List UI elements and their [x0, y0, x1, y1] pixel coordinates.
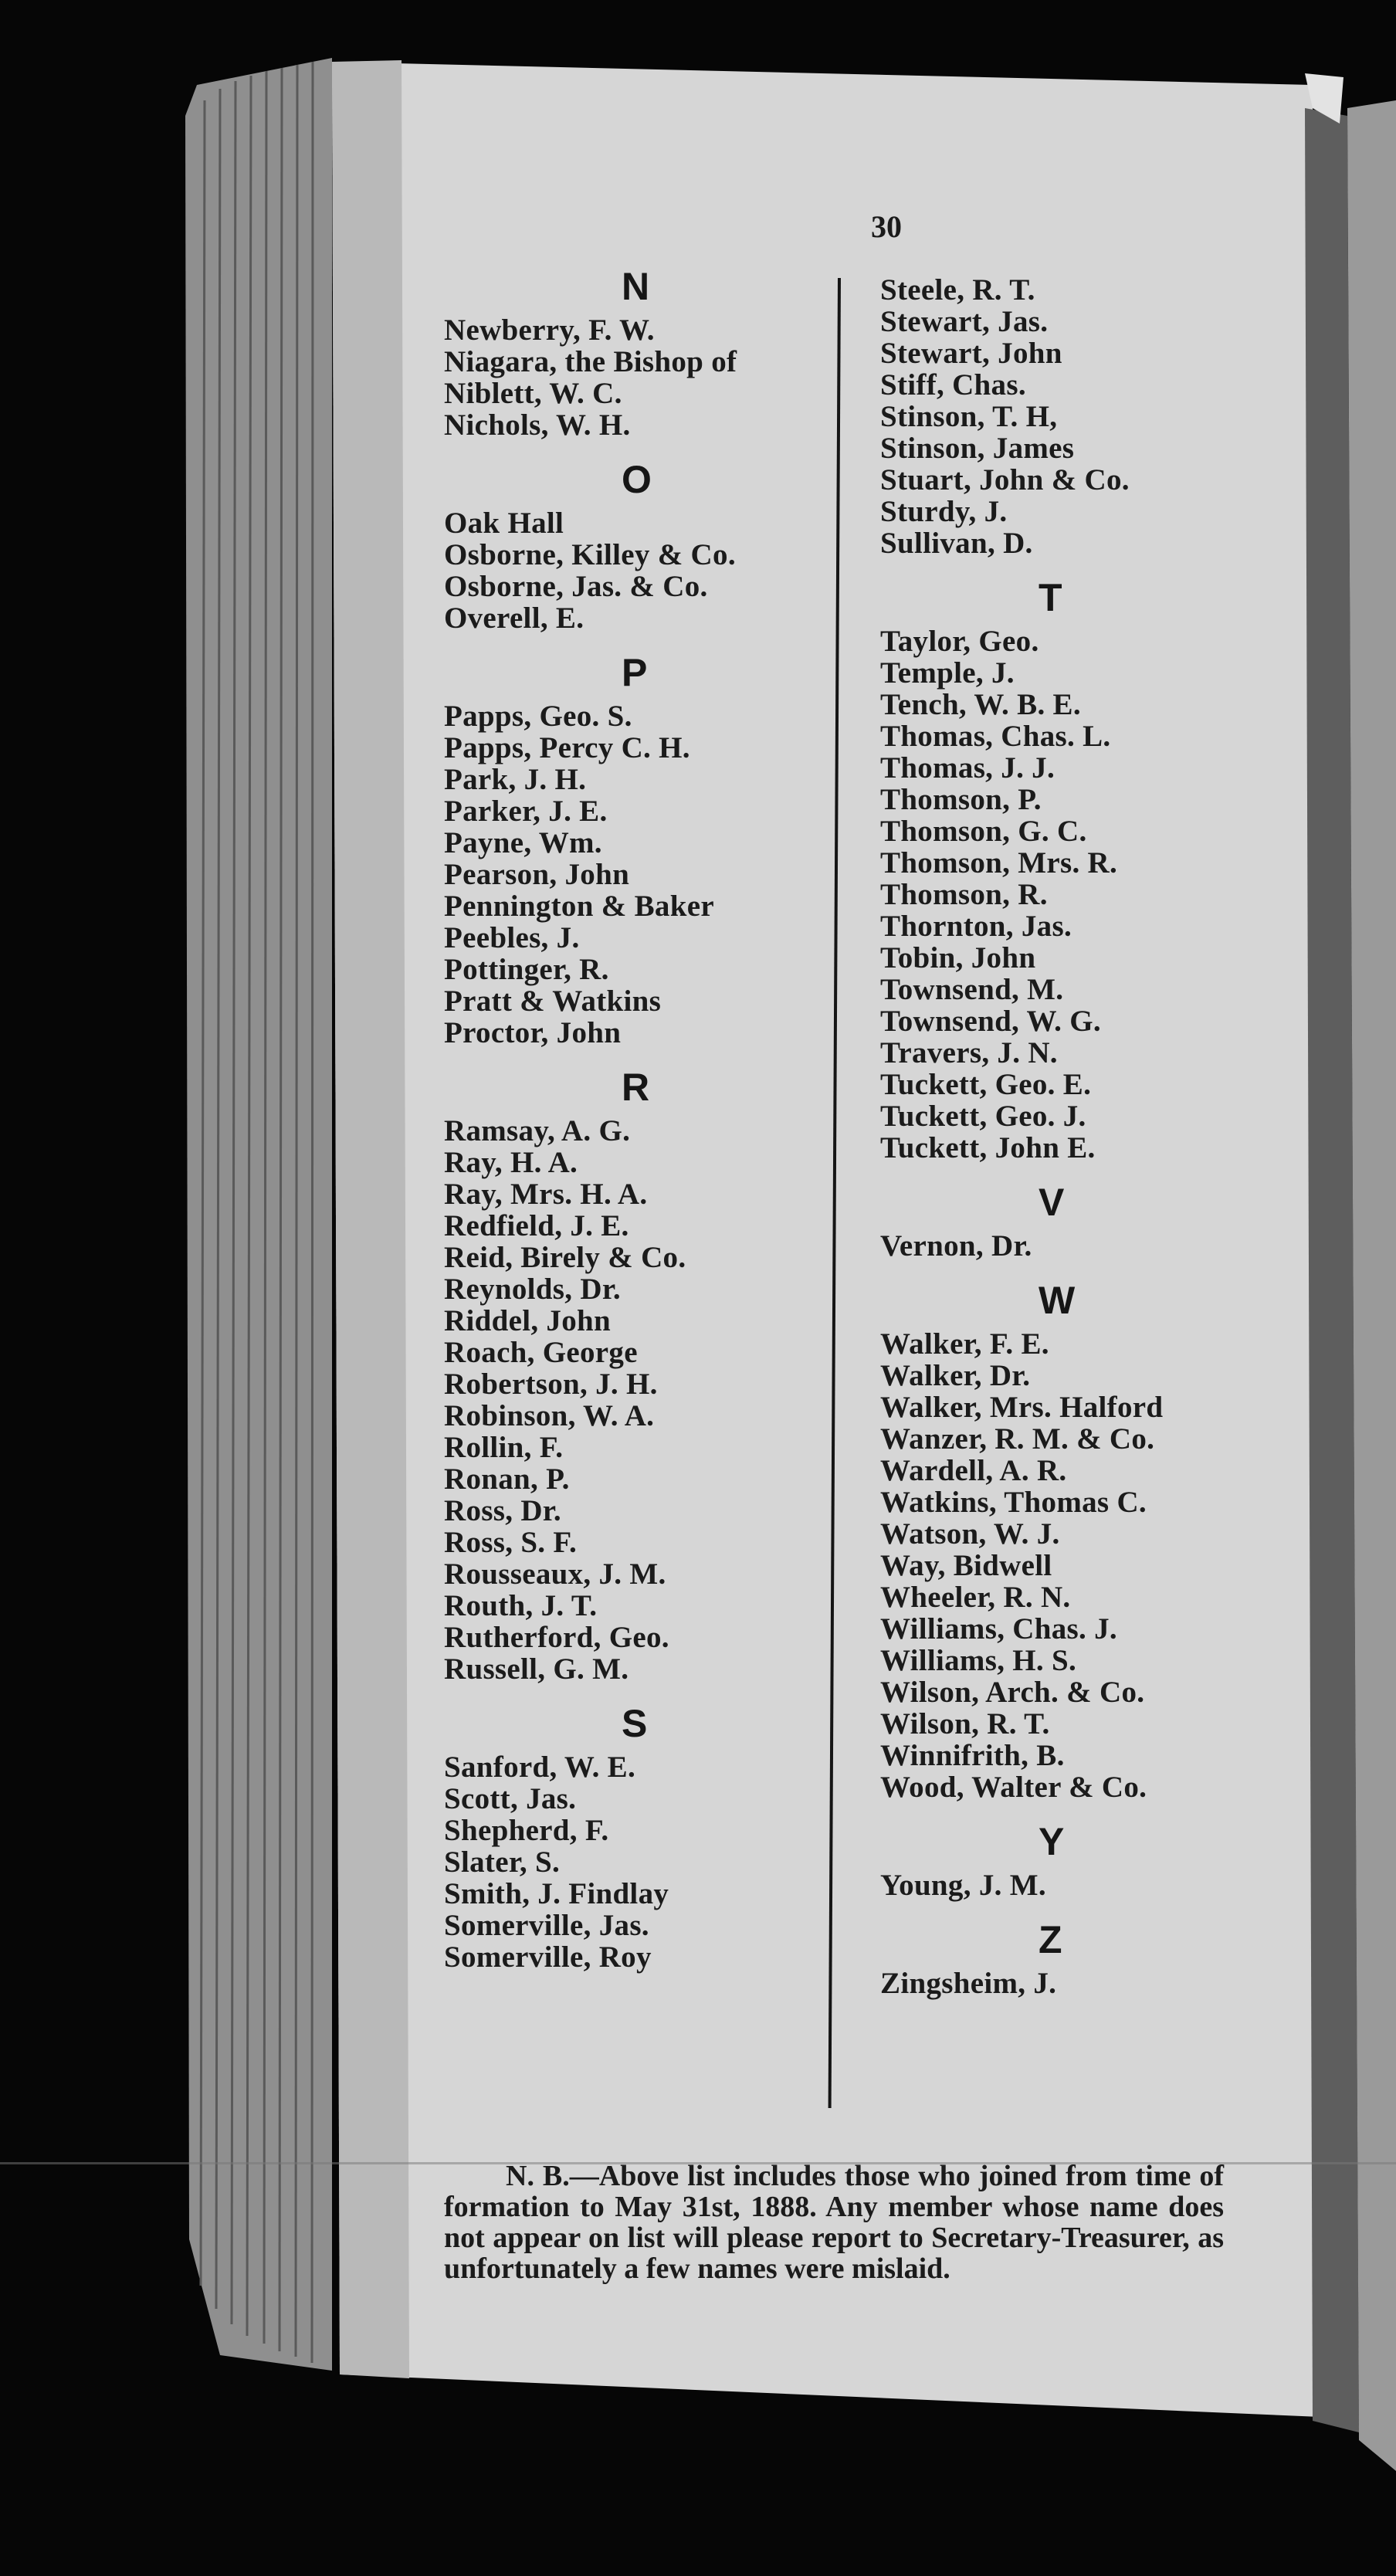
member-name: Way, Bidwell — [880, 1549, 1052, 1582]
member-list — [880, 1968, 1266, 1999]
section-letter-heading: N — [622, 265, 650, 308]
member-name: Watson, W. J. — [880, 1517, 1060, 1551]
letter-section — [880, 1174, 1266, 1262]
member-name: Park, J. H. — [444, 763, 587, 796]
letter-section — [880, 570, 1266, 1164]
member-list — [444, 700, 845, 1049]
member-name: Routh, J. T. — [444, 1589, 598, 1622]
member-name: Pennington & Baker — [444, 890, 714, 923]
member-name: Payne, Wm. — [444, 826, 602, 859]
member-name: Williams, H. S. — [880, 1644, 1077, 1677]
member-name: Scott, Jas. — [444, 1782, 577, 1815]
member-list — [444, 507, 845, 634]
member-name: Riddel, John — [444, 1304, 612, 1337]
member-name: Redfield, J. E. — [444, 1209, 629, 1242]
member-name: Tuckett, Geo. E. — [880, 1068, 1092, 1101]
member-name: Ross, S. F. — [444, 1526, 578, 1559]
member-name: Overell, E. — [444, 602, 584, 635]
member-name: Ronan, P. — [444, 1463, 570, 1496]
member-name: Vernon, Dr. — [880, 1229, 1032, 1263]
member-name: Travers, J. N. — [880, 1036, 1058, 1069]
letter-section — [444, 1696, 845, 1973]
section-letter-heading: Z — [1039, 1918, 1062, 1961]
member-name: Wanzer, R. M. & Co. — [880, 1422, 1155, 1456]
member-name: Papps, Percy C. H. — [444, 731, 690, 764]
member-name: Walker, Dr. — [880, 1359, 1031, 1392]
member-name: Young, J. M. — [880, 1869, 1046, 1902]
letter-section — [880, 1273, 1266, 1803]
member-name: Reynolds, Dr. — [444, 1273, 621, 1306]
member-name: Townsend, M. — [880, 973, 1064, 1006]
section-letter-heading: O — [622, 458, 652, 501]
member-name: Walker, Mrs. Halford — [880, 1391, 1164, 1424]
member-name: Somerville, Jas. — [444, 1909, 649, 1942]
member-name: Thomson, R. — [880, 878, 1048, 911]
member-name: Newberry, F. W. — [444, 314, 655, 347]
letter-section — [880, 1814, 1266, 1901]
member-name: Townsend, W. G. — [880, 1005, 1101, 1038]
section-letter-heading: W — [1039, 1279, 1076, 1322]
member-name: Parker, J. E. — [444, 795, 608, 828]
member-name: Temple, J. — [880, 656, 1015, 690]
member-name: Nichols, W. H. — [444, 408, 631, 442]
member-name: Thornton, Jas. — [880, 910, 1072, 943]
member-name: Oak Hall — [444, 507, 564, 540]
letter-section — [444, 1059, 845, 1685]
member-name: Rutherford, Geo. — [444, 1621, 669, 1654]
member-list — [880, 625, 1266, 1164]
member-name: Rousseaux, J. M. — [444, 1557, 666, 1591]
section-letter-heading: V — [1039, 1181, 1065, 1224]
letter-section — [444, 645, 845, 1049]
member-name: Sturdy, J. — [880, 495, 1008, 528]
letter-section — [444, 452, 845, 634]
member-name: Papps, Geo. S. — [444, 700, 632, 733]
member-name: Stiff, Chas. — [880, 368, 1026, 402]
section-letter-heading: R — [622, 1066, 650, 1109]
page-number: 30 — [871, 209, 902, 244]
member-list — [880, 1328, 1266, 1803]
member-name: Thomson, P. — [880, 783, 1042, 816]
member-name: Taylor, Geo. — [880, 625, 1039, 658]
member-name: Stewart, John — [880, 337, 1062, 370]
member-name: Pottinger, R. — [444, 953, 609, 986]
section-letter-heading: P — [622, 651, 648, 694]
member-name: Sanford, W. E. — [444, 1751, 636, 1784]
member-name: Smith, J. Findlay — [444, 1877, 669, 1910]
member-list — [880, 274, 1266, 559]
member-name: Wood, Walter & Co. — [880, 1771, 1147, 1804]
letter-section — [444, 259, 845, 441]
member-name: Steele, R. T. — [880, 273, 1035, 307]
member-name: Tuckett, John E. — [880, 1131, 1096, 1164]
letter-section — [880, 1912, 1266, 1999]
member-name: Thomson, Mrs. R. — [880, 846, 1118, 880]
member-name: Niagara, the Bishop of — [444, 345, 737, 378]
member-name: Shepherd, F. — [444, 1814, 609, 1847]
member-name: Thomson, G. C. — [880, 815, 1087, 848]
member-name: Stinson, James — [880, 432, 1075, 465]
footnote: N. B.—Above list includes those who joined from time of formation to May 31st, 1888. Any member whose name does not appear on list will please report to Secretary-Treasurer, as unfortunately a few names were mislaid. — [444, 2160, 1224, 2285]
member-name: Reid, Birely & Co. — [444, 1241, 686, 1274]
member-name: Slater, S. — [444, 1846, 560, 1879]
member-name: Ray, H. A. — [444, 1146, 578, 1179]
left-column — [444, 259, 845, 1984]
member-name: Walker, F. E. — [880, 1327, 1049, 1361]
right-column — [880, 274, 1266, 2010]
member-name: Stinson, T. H, — [880, 400, 1058, 433]
member-name: Stewart, Jas. — [880, 305, 1049, 338]
section-letter-heading: S — [622, 1702, 648, 1745]
member-name: Pratt & Watkins — [444, 985, 662, 1018]
member-list — [444, 314, 845, 441]
member-name: Pearson, John — [444, 858, 630, 891]
member-name: Robinson, W. A. — [444, 1399, 655, 1432]
member-name: Stuart, John & Co. — [880, 463, 1130, 497]
member-name: Ross, Dr. — [444, 1494, 561, 1527]
member-name: Wheeler, R. N. — [880, 1581, 1071, 1614]
member-name: Wilson, R. T. — [880, 1707, 1050, 1740]
section-letter-heading: Y — [1039, 1820, 1065, 1863]
member-name: Somerville, Roy — [444, 1940, 652, 1974]
member-name: Wilson, Arch. & Co. — [880, 1676, 1145, 1709]
letter-section — [880, 274, 1266, 559]
member-name: Tobin, John — [880, 941, 1036, 974]
section-letter-heading: T — [1039, 576, 1062, 619]
member-name: Williams, Chas. J. — [880, 1612, 1117, 1646]
member-name: Winnifrith, B. — [880, 1739, 1065, 1772]
member-name: Thomas, Chas. L. — [880, 720, 1111, 753]
member-name: Peebles, J. — [444, 921, 580, 954]
member-name: Osborne, Jas. & Co. — [444, 570, 708, 603]
member-name: Ray, Mrs. H. A. — [444, 1178, 648, 1211]
member-name: Tench, W. B. E. — [880, 688, 1081, 721]
member-list — [880, 1869, 1266, 1901]
member-name: Russell, G. M. — [444, 1652, 629, 1686]
member-name: Ramsay, A. G. — [444, 1114, 631, 1147]
member-name: Tuckett, Geo. J. — [880, 1100, 1086, 1133]
member-name: Watkins, Thomas C. — [880, 1486, 1147, 1519]
member-name: Roach, George — [444, 1336, 638, 1369]
member-list — [444, 1751, 845, 1973]
member-name: Wardell, A. R. — [880, 1454, 1067, 1487]
member-name: Osborne, Killey & Co. — [444, 538, 736, 571]
member-name: Niblett, W. C. — [444, 377, 622, 410]
member-name: Sullivan, D. — [880, 527, 1033, 560]
member-name: Thomas, J. J. — [880, 751, 1055, 785]
member-list — [880, 1230, 1266, 1262]
member-name: Proctor, John — [444, 1016, 622, 1049]
member-name: Robertson, J. H. — [444, 1368, 658, 1401]
member-list — [444, 1115, 845, 1685]
member-name: Rollin, F. — [444, 1431, 564, 1464]
member-name: Zingsheim, J. — [880, 1967, 1057, 2000]
